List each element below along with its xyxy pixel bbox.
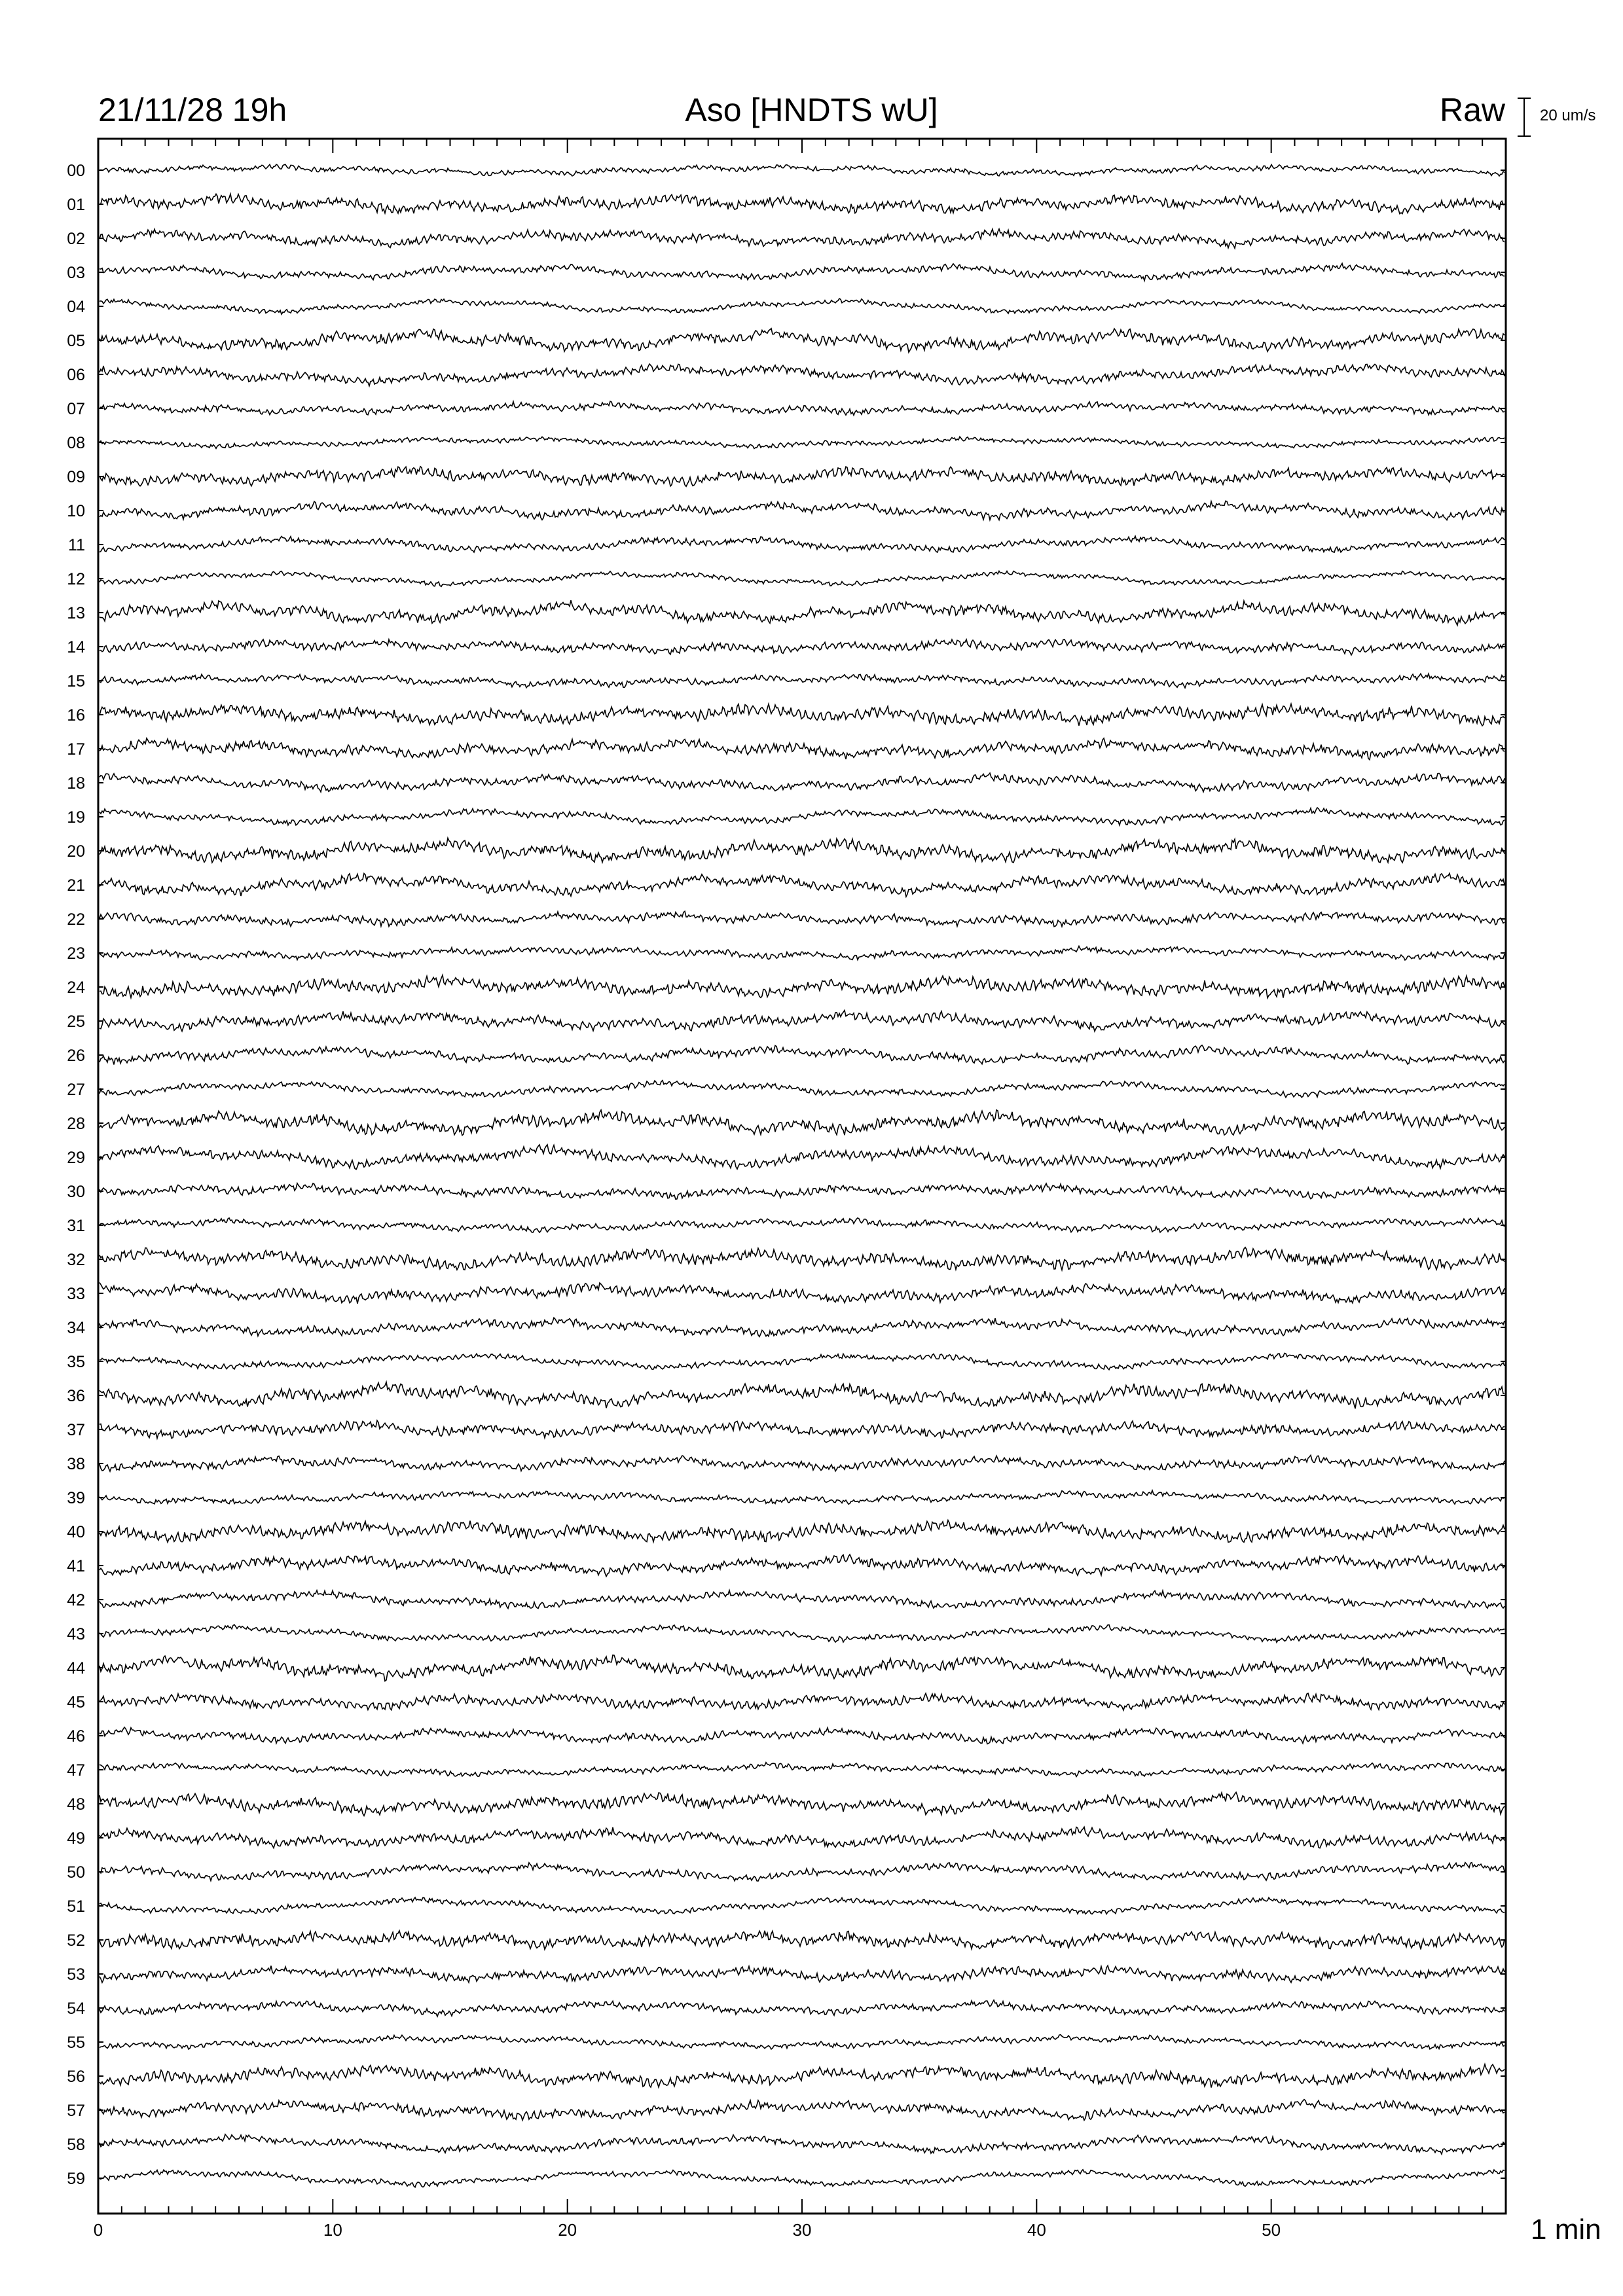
trace-line (100, 536, 1504, 552)
trace-line (100, 437, 1504, 448)
x-tick-label: 0 (93, 2220, 103, 2240)
row-label: 52 (67, 1931, 85, 1950)
row-label: 53 (67, 1965, 85, 1984)
row-label: 23 (67, 944, 85, 963)
trace-line (100, 1183, 1504, 1199)
trace-line (100, 401, 1504, 415)
station-title: Aso [HNDTS wU] (685, 92, 938, 128)
row-label: 58 (67, 2136, 85, 2154)
trace-line (100, 639, 1504, 655)
trace-line (100, 298, 1504, 314)
row-label: 33 (67, 1285, 85, 1303)
row-label: 15 (67, 672, 85, 691)
row-label: 19 (67, 808, 85, 827)
trace-line (100, 2134, 1504, 2154)
row-label: 47 (67, 1761, 85, 1780)
trace-line (100, 164, 1504, 176)
row-label: 36 (67, 1387, 85, 1405)
amplitude-scale-label: 20 um/s (1540, 107, 1596, 124)
row-label: 50 (67, 1863, 85, 1882)
row-label: 59 (67, 2170, 85, 2188)
row-label: 44 (67, 1659, 85, 1677)
row-label: 35 (67, 1353, 85, 1371)
row-label: 57 (67, 2102, 85, 2120)
trace-line (100, 467, 1504, 487)
date-hour-label: 21/11/28 19h (98, 92, 287, 128)
row-label: 55 (67, 2034, 85, 2052)
trace-line (100, 1655, 1504, 1681)
row-label: 17 (67, 740, 85, 759)
trace-line (100, 1763, 1504, 1777)
row-label: 45 (67, 1693, 85, 1712)
amplitude-scale-bar (1518, 98, 1531, 136)
trace-line (100, 571, 1504, 587)
row-label: 05 (67, 332, 85, 350)
mode-label: Raw (1439, 92, 1505, 128)
row-label: 41 (67, 1557, 85, 1575)
row-label: 54 (67, 2000, 85, 2018)
trace-line (100, 1897, 1504, 1914)
traces-group (100, 164, 1504, 2187)
row-label: 30 (67, 1183, 85, 1201)
row-label: 49 (67, 1829, 85, 1848)
trace-line (100, 975, 1504, 998)
row-label: 37 (67, 1421, 85, 1439)
row-label: 13 (67, 604, 85, 622)
trace-line (100, 1218, 1504, 1232)
trace-line (100, 1693, 1504, 1710)
row-label: 20 (67, 842, 85, 861)
trace-line (100, 1455, 1504, 1471)
trace-line (100, 673, 1504, 688)
row-label: 12 (67, 570, 85, 588)
row-label: 06 (67, 366, 85, 384)
trace-line (100, 263, 1504, 281)
row-labels-group (67, 162, 1506, 2188)
trace-line (100, 1081, 1504, 1098)
trace-line (100, 1011, 1504, 1031)
row-label: 03 (67, 264, 85, 282)
trace-line (100, 1420, 1504, 1438)
trace-line (100, 1520, 1504, 1543)
x-tick-label: 30 (792, 2220, 812, 2240)
row-label: 34 (67, 1319, 85, 1337)
row-label: 04 (67, 298, 85, 316)
trace-line (100, 501, 1504, 520)
trace-line (100, 1382, 1504, 1408)
trace-line (100, 704, 1504, 726)
row-label: 02 (67, 230, 85, 248)
trace-line (100, 1318, 1504, 1336)
row-label: 11 (68, 536, 85, 554)
row-label: 51 (67, 1897, 85, 1916)
row-label: 09 (67, 468, 85, 486)
trace-line (100, 946, 1504, 960)
trace-line (100, 1283, 1504, 1304)
trace-line (100, 1727, 1504, 1744)
trace-line (100, 364, 1504, 386)
row-label: 08 (67, 434, 85, 452)
x-axis-unit-label: 1 min (1531, 2214, 1601, 2246)
trace-line (100, 194, 1504, 213)
trace-line (100, 1554, 1504, 1576)
row-label: 25 (67, 1013, 85, 1031)
row-label: 56 (67, 2068, 85, 2086)
trace-line (100, 773, 1504, 792)
trace-line (100, 911, 1504, 926)
row-label: 39 (67, 1489, 85, 1507)
trace-line (100, 1863, 1504, 1881)
row-label: 43 (67, 1625, 85, 1643)
row-label: 01 (67, 196, 85, 214)
row-label: 38 (67, 1455, 85, 1473)
row-label: 24 (67, 978, 85, 997)
row-label: 46 (67, 1727, 85, 1746)
row-label: 16 (67, 706, 85, 725)
row-label: 32 (67, 1251, 85, 1269)
row-label: 29 (67, 1149, 85, 1167)
row-label: 22 (67, 910, 85, 929)
row-label: 21 (67, 876, 85, 895)
trace-line (100, 1792, 1504, 1816)
trace-line (100, 2170, 1504, 2187)
trace-line (100, 1624, 1504, 1642)
trace-line (100, 329, 1504, 352)
trace-line (100, 1590, 1504, 1609)
trace-line (100, 1827, 1504, 1848)
x-tick-label: 20 (558, 2220, 577, 2240)
row-label: 42 (67, 1591, 85, 1609)
row-label: 10 (67, 502, 85, 520)
row-label: 40 (67, 1523, 85, 1541)
trace-line (100, 1931, 1504, 1950)
row-label: 27 (67, 1081, 85, 1099)
trace-line (100, 1145, 1504, 1170)
row-label: 00 (67, 162, 85, 180)
trace-line (100, 1490, 1504, 1504)
trace-line (100, 2035, 1504, 2049)
trace-line (100, 2064, 1504, 2088)
row-label: 28 (67, 1115, 85, 1133)
plot-frame (98, 139, 1506, 2214)
row-label: 26 (67, 1047, 85, 1065)
x-tick-label: 10 (323, 2220, 342, 2240)
x-tick-label: 40 (1027, 2220, 1046, 2240)
trace-line (100, 738, 1504, 760)
trace-line (100, 600, 1504, 625)
trace-line (100, 838, 1504, 863)
trace-line (100, 2100, 1504, 2121)
row-label: 18 (67, 774, 85, 793)
row-label: 31 (67, 1217, 85, 1235)
trace-line (100, 1354, 1504, 1370)
trace-line (100, 873, 1504, 897)
row-label: 07 (67, 400, 85, 418)
row-label: 14 (67, 638, 85, 656)
x-tick-label: 50 (1262, 2220, 1281, 2240)
trace-line (100, 1965, 1504, 1982)
row-label: 48 (67, 1795, 85, 1814)
trace-line (100, 2000, 1504, 2017)
trace-line (100, 229, 1504, 249)
trace-line (100, 808, 1504, 825)
trace-line (100, 1110, 1504, 1136)
trace-line (100, 1045, 1504, 1065)
trace-line (100, 1247, 1504, 1270)
